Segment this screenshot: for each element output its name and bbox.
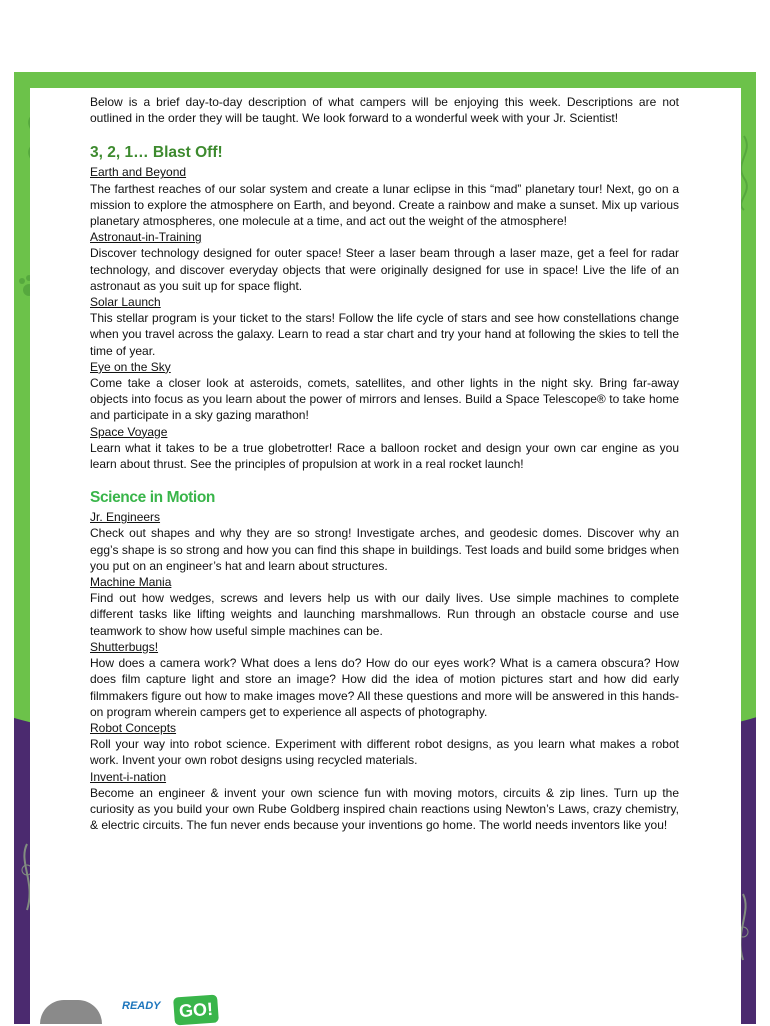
item-title: Robot Concepts (90, 720, 177, 735)
section-science-in-motion (90, 488, 679, 833)
item-description: Roll your way into robot science. Experiment with different robot designs, as you learn what makes a robot work. Invent your own robot designs using recycled materials. (90, 737, 679, 768)
item-title: Shutterbugs! (90, 639, 159, 654)
go-logo-badge: GO! (173, 994, 219, 1025)
list-item (90, 164, 679, 229)
item-description: Find out how wedges, screws and levers help us with our daily lives. Use simple machines to complete different tasks like lifting weights and launching marshmallows. Run through an obstacle course and use teamwork to show how useful simple machines can be. (90, 591, 679, 638)
item-title: Eye on the Sky (90, 359, 171, 374)
item-description: How does a camera work? What does a lens do? How do our eyes work? What is a camera obscura? How does film capture light and store an image? How did the idea of motion pictures start and how did early filmmakers figure out how to make images move? All these questions and more will be answered in this hands-on program wherein campers get to experience all aspects of photography. (90, 656, 679, 719)
item-description: The farthest reaches of our solar system and create a lunar eclipse in this “mad” planetary tour! Next, go on a mission to explore the atmosphere on Earth, and beyond. Create a rainbow and make a sunset. Mix up various planetary atmospheres, one molecule at a time, and act out the weight of the atmosphere! (90, 181, 679, 229)
item-description: This stellar program is your ticket to the stars! Follow the life cycle of stars and see how constellations change when you travel across the galaxy. Learn to read a star chart and try your hand at following the skies to tell the time of year. (90, 311, 679, 358)
item-description: Learn what it takes to be a true globetrotter! Race a balloon rocket and design your own car engine as you learn about thrust. See the principles of propulsion at work in a real rocket launch! (90, 440, 679, 472)
list-item (90, 229, 679, 294)
item-description: Come take a closer look at asteroids, comets, satellites, and other lights in the night sky. Bring far-away objects into focus as you learn about the power of mirrors and lenses. Build a Space Telescope® to take home and participate in a sky gazing marathon! (90, 376, 679, 423)
list-item (90, 359, 679, 424)
item-title: Astronaut-in-Training (90, 230, 202, 245)
item-title: Jr. Engineers (90, 510, 161, 525)
item-title: Space Voyage (90, 424, 168, 439)
item-description: Discover technology designed for outer space! Steer a laser beam through a laser maze, get a feel for radar technology, and discover everyday objects that were originally designed for use in space! Live the life of an astronaut as you suit up for space flight. (90, 246, 679, 293)
item-title: Invent-i-nation (90, 769, 167, 784)
item-description: Check out shapes and why they are so strong! Investigate arches, and geodesic domes. Discover why an egg’s shape is so strong and how you can find this shape in buildings. Test loads and build some bridges when you put on an engineer’s hat and learn about structures. (90, 526, 679, 573)
section-title: Science in Motion (90, 489, 215, 507)
section-blast-off (90, 143, 679, 472)
item-description: Become an engineer & invent your own science fun with moving motors, circuits & zip lines. Turn up the curiosity as you build your own Rube Goldberg inspired chain reactions using Newton’s Laws, crazy chemistry, & electric circuits. The fun never ends because your inventions go home. The world needs inventors like you! (90, 785, 679, 833)
list-item (90, 769, 679, 834)
item-title: Machine Mania (90, 575, 172, 590)
intro-paragraph: Below is a brief day-to-day description of what campers will be enjoying this week. Descriptions are not outlined in the order they will be taught. We look forward to a wonderful week with your Jr. Scientist! (90, 95, 679, 126)
list-item (90, 574, 679, 639)
item-title: Solar Launch (90, 295, 161, 310)
list-item (90, 294, 679, 359)
ready-logo-text: READY (122, 1000, 161, 1012)
item-title: Earth and Beyond (90, 165, 187, 180)
document-body (90, 94, 679, 833)
list-item (90, 424, 679, 473)
list-item (90, 720, 679, 769)
section-title: 3, 2, 1… Blast Off! (90, 144, 223, 162)
list-item (90, 509, 679, 574)
list-item (90, 639, 679, 720)
